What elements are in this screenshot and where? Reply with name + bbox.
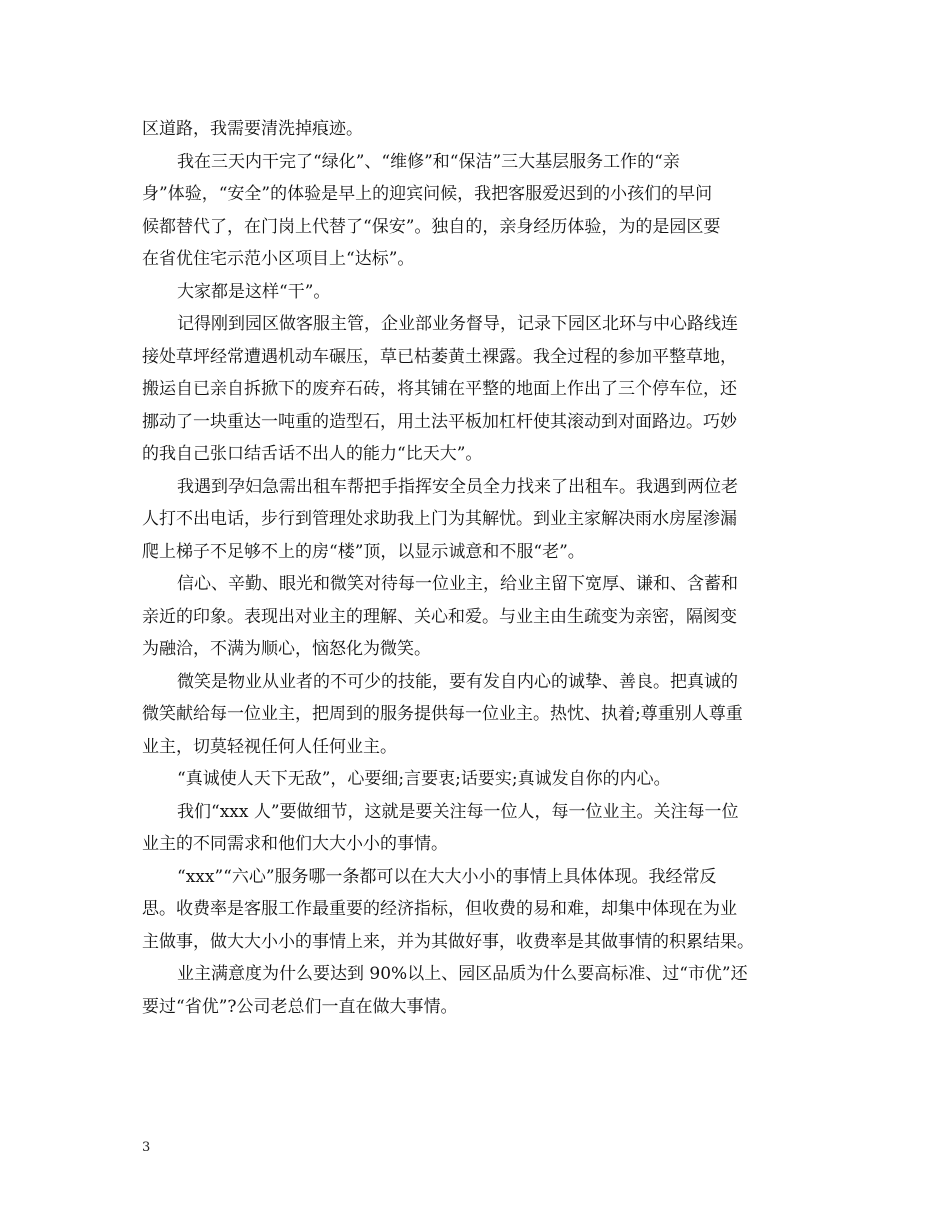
page-number: 3 — [142, 1140, 151, 1155]
text-line: 为融洽，不满为顺心，恼怒化为微笑。 — [142, 639, 431, 659]
body-text — [142, 113, 812, 1023]
text-line: 我遇到孕妇急需出租车帮把手指挥安全员全力找来了出租车。我遇到两位老 — [177, 476, 738, 497]
text-line: “xxx”“六心”服务哪一条都可以在大大小小的事情上具体体现。我经常反 — [177, 866, 717, 887]
text-line: 思。收费率是客服工作最重要的经济指标，但收费的易和难，却集中体现在为业 — [142, 899, 737, 919]
text-line: “真诚使人天下无敌”，心要细;言要衷;话要实;真诚发自你的内心。 — [177, 769, 671, 789]
text-line: 搬运自已亲自拆掀下的废弃石砖，将其铺在平整的地面上作出了三个停车位，还 — [142, 379, 737, 399]
text-line: 的我自己张口结舌话不出人的能力“比天大”。 — [142, 444, 483, 464]
text-line: 爬上梯子不足够不上的房“楼”顶，以显示诚意和不服“老”。 — [142, 541, 585, 562]
text-line: 人打不出电话，步行到管理处求助我上门为其解忧。到业主家解决雨水房屋渗漏 — [142, 509, 737, 529]
text-line: 微笑献给每一位业主，把周到的服务提供每一位业主。热忱、执着;尊重别人尊重 — [142, 704, 743, 724]
text-line: 信心、辛勤、眼光和微笑对待每一位业主，给业主留下宽厚、谦和、含蓄和 — [177, 574, 738, 594]
text-line: 要过“省优”?公司老总们一直在做大事情。 — [142, 996, 458, 1017]
text-line: 亲近的印象。表现出对业主的理解、关心和爱。与业主由生疏变为亲密，隔阂变 — [142, 606, 737, 627]
text-line: 记得刚到园区做客服主管，企业部业务督导，记录下园区北环与中心路线连 — [177, 314, 738, 334]
text-line: 我在三天内干完了“绿化”、“维修”和“保洁”三大基层服务工作的“亲 — [177, 151, 680, 172]
text-line: 接处草坪经常遭遇机动车碾压，草已枯萎黄土裸露。我全过程的参加平整草地， — [142, 346, 737, 367]
text-line: 业主的不同需求和他们大大小小的事情。 — [142, 834, 448, 854]
text-line: 业主满意度为什么要达到 90%以上、园区品质为什么要高标准、过“市优”还 — [177, 964, 748, 984]
text-line: 区道路，我需要清洗掉痕迹。 — [142, 119, 363, 139]
text-line: 在省优住宅示范小区项目上“达标”。 — [142, 249, 415, 269]
text-line: 身”体验，“安全”的体验是早上的迎宾问候，我把客服爱迟到的小孩们的早问 — [142, 184, 713, 204]
text-line: 挪动了一块重达一吨重的造型石，用土法平板加杠杆使其滚动到对面路边。巧妙 — [142, 411, 737, 432]
text-line: 候都替代了，在门岗上代替了“保安”。独自的，亲身经历体验，为的是园区要 — [142, 216, 721, 237]
text-line: 业主，切莫轻视任何人任何业主。 — [142, 736, 397, 757]
text-line: 我们“xxx 人”要做细节，这就是要关注每一位人，每一位业主。关注每一位 — [177, 801, 739, 822]
text-line: 微笑是物业从业者的不可少的技能，要有发自内心的诚挚、善良。把真诚的 — [177, 671, 738, 692]
text-line: 大家都是这样“干”。 — [177, 281, 331, 302]
text-line: 主做事，做大大小小的事情上来，并为其做好事，收费率是其做事情的积累结果。 — [142, 931, 754, 952]
